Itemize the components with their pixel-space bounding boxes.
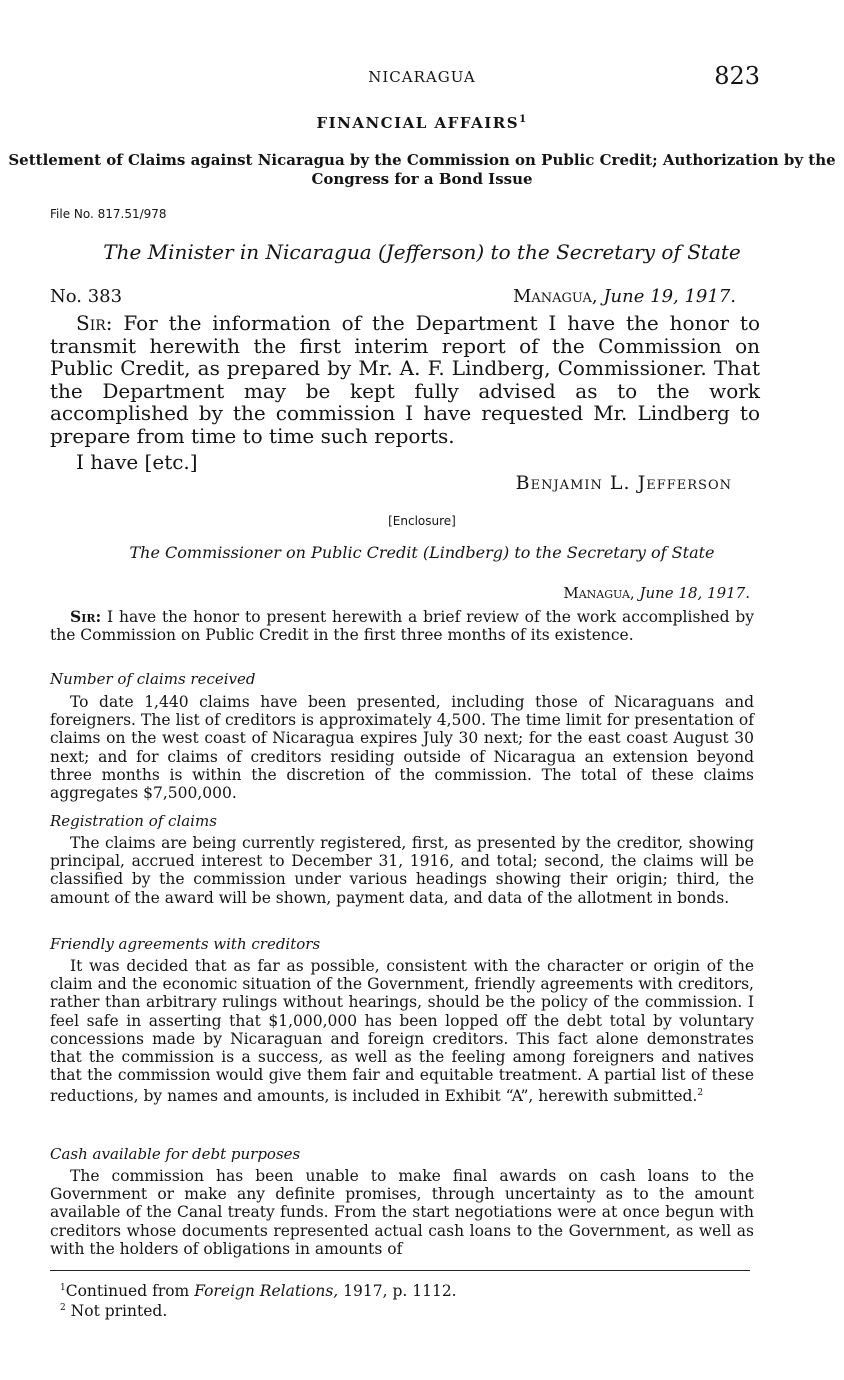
enclosure-heading: The Commissioner on Public Credit (Lindberg) to the Secretary of State [129, 543, 715, 562]
letter-heading: The Minister in Nicaragua (Jefferson) to the Secretary of State [103, 240, 741, 264]
letter-body-text: For the information of the Department I have the honor to transmit herewith the first interim report of the Commission on Public Credit, as prepared by Mr. A. F. Lindberg, Commissioner. That the Department may be kept fully advised as to the work accomplished by the commission I have requested Mr. Lindberg to prepare from time to time such reports. [50, 311, 760, 448]
letter-closing: I have [etc.] [76, 450, 198, 474]
paragraph-cash-available: The commission has been unable to make final awards on cash loans to the Government or make any definite promises, through uncertainty as to the amount available of the Canal treaty funds. From the start negotiations were at once begun with creditors whose documents represented actual cash loans to the Government, as well as with the holders of obligations in amounts of [50, 1167, 754, 1258]
enclosure-date: June 18, 1917. [639, 584, 750, 602]
footnote-1-mark: 1 [60, 1282, 66, 1293]
running-title: NICARAGUA [368, 68, 476, 86]
footnote-1-source: Foreign Relations, [194, 1282, 339, 1300]
footnote-1-text-before: Continued from [65, 1282, 195, 1300]
letter-place: Managua, [512, 286, 598, 307]
section-title [0, 114, 844, 132]
subhead-friendly-agreements: Friendly agreements with creditors [50, 935, 321, 953]
enclosure-intro-text: I have the honor to present herewith a brief review of the work accomplished by the Commission on Public Credit in the first three months of its existence. [50, 608, 754, 645]
paragraph-claims-received: To date 1,440 claims have been presented, including those of Nicaraguans and foreigners. The list of creditors is approximately 4,500. The time limit for presentation of claims on the west coast of Nicaragua expires July 30 next; for the east coast August 30 next; and for claims of creditors residing outside of Nicaragua an extension beyond three months is within the discretion of the commission. The total of these claims aggregates $7,500,000. [50, 693, 754, 803]
enclosure-salutation: Sir: [70, 607, 102, 626]
enclosure-intro [50, 608, 754, 644]
enclosure-place-date [563, 584, 750, 602]
footnote-ref-2[interactable]: 2 [697, 1088, 704, 1099]
footnote-1-text-after: 1917, p. 1112. [338, 1282, 457, 1300]
letter-salutation: Sir: [76, 311, 113, 335]
footnote-divider [50, 1270, 750, 1271]
letter-number: No. 383 [50, 286, 123, 307]
enclosure-label: [Enclosure] [388, 514, 456, 528]
paragraph-friendly-agreements-text: It was decided that as far as possible, consistent with the character or origin of the claim and the economic situation of the Government, friendly agreements with creditors, rather than arbitrary rulings without hearings, should be the policy of the commission. I feel safe in asserting that $1,000,000 has been lopped off the debt total by voluntary concessions made by Nicaraguan and foreign creditors. This fact alone demonstrates that the commission is a success, as well as the feeling among foreigners and natives that the commission would give them fair and equitable treatment. A partial list of these reductions, by names and amounts, is included in Exhibit “A”, herewith submitted. [50, 957, 754, 1106]
footnote-2-mark: 2 [60, 1302, 66, 1313]
subhead-registration: Registration of claims [50, 812, 217, 830]
enclosure-place: Managua, [563, 584, 635, 602]
letter-body [50, 312, 760, 447]
page-number: 823 [714, 62, 760, 90]
footnote-ref-1[interactable]: 1 [519, 114, 528, 125]
footnote-2 [60, 1302, 167, 1320]
paragraph-registration: The claims are being currently registered, first, as presented by the creditor, showing principal, accrued interest to December 31, 1916, and total; second, the claims will be classified by the commission under various headings showing their origin; third, the amount of the award will be shown, payment data, and data of the allotment in bonds. [50, 834, 754, 907]
letter-place-date [513, 286, 736, 307]
footnote-1 [60, 1282, 457, 1300]
subhead-cash-available: Cash available for debt purposes [50, 1145, 301, 1163]
footnote-2-text: Not printed. [70, 1302, 168, 1320]
section-subtitle: Settlement of Claims against Nicaragua by the Commission on Public Credit; Authorization by the Congress for a Bond Issue [8, 151, 836, 188]
section-title-text: FINANCIAL AFFAIRS [316, 114, 520, 132]
paragraph-friendly-agreements [50, 957, 754, 1106]
letter-signature: Benjamin L. Jefferson [515, 472, 732, 494]
file-number: File No. 817.51/978 [50, 207, 167, 221]
subhead-claims-received: Number of claims received [50, 670, 256, 688]
letter-date: June 19, 1917. [603, 286, 736, 307]
